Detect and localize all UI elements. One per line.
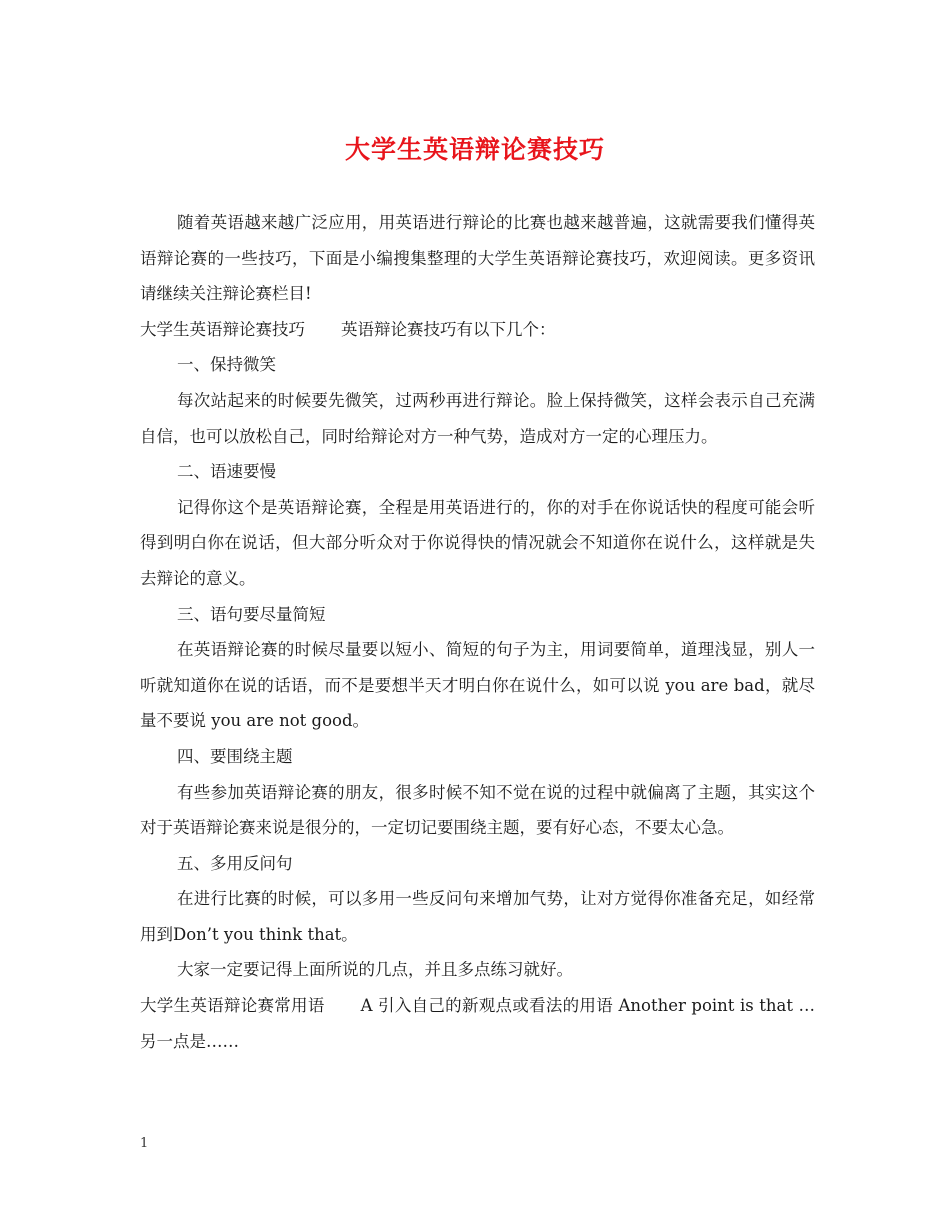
tip-body: 每次站起来的时候要先微笑，过两秒再进行辩论。脸上保持微笑，这样会表示自己充满自信，也可以放松自己，同时给辩论对方一种气势，造成对方一定的心理压力。 <box>140 390 815 446</box>
tip-heading: 五、多用反问句 <box>177 853 293 873</box>
phrases-lead: A 引入自己的新观点或看法的用语 Another point is that … 另一点是…… <box>140 996 815 1051</box>
tip-heading: 三、语句要尽量简短 <box>177 604 326 624</box>
tip-heading: 二、语速要慢 <box>177 462 276 482</box>
phrases-label: 大学生英语辩论赛常用语 <box>140 996 325 1016</box>
tip-body: 记得你这个是英语辩论赛，全程是用英语进行的，你的对手在你说话快的程度可能会听得到明白你在说话，但大部分听众对于你说得快的情况就会不知道你在说什么，这样就是失去辩论的意义。 <box>140 497 815 588</box>
section-line <box>140 312 815 348</box>
tip-body: 在英语辩论赛的时候尽量要以短小、简短的句子为主，用词要简单，道理浅显，别人一听就知道你在说的话语，而不是要想半天才明白你在说什么，如可以说 you are bad，就尽量不要说 you are not good。 <box>140 640 815 731</box>
intro-paragraph: 随着英语越来越广泛应用，用英语进行辩论的比赛也越来越普遍，这就需要我们懂得英语辩论赛的一些技巧，下面是小编搜集整理的大学生英语辩论赛技巧，欢迎阅读。更多资讯请继续关注辩论赛栏目! <box>140 213 815 304</box>
document-title: 大学生英语辩论赛技巧 <box>344 135 605 164</box>
section-lead: 英语辩论赛技巧有以下几个： <box>341 319 556 339</box>
tip-heading: 一、保持微笑 <box>177 355 276 375</box>
tip-heading: 四、要围绕主题 <box>177 746 293 766</box>
tip-body: 有些参加英语辩论赛的朋友，很多时候不知不觉在说的过程中就偏离了主题，其实这个对于英语辩论赛来说是很分的，一定切记要围绕主题，要有好心态，不要太心急。 <box>140 782 815 838</box>
section-label: 大学生英语辩论赛技巧 <box>140 319 305 339</box>
document-body <box>140 205 815 1059</box>
page-number: 1 <box>140 1136 149 1151</box>
closing-paragraph: 大家一定要记得上面所说的几点，并且多点练习就好。 <box>177 960 573 980</box>
phrases-line <box>140 988 815 1059</box>
tip-body: 在进行比赛的时候，可以多用一些反问句来增加气势，让对方觉得你准备充足，如经常用到Don’t you think that。 <box>140 889 815 944</box>
